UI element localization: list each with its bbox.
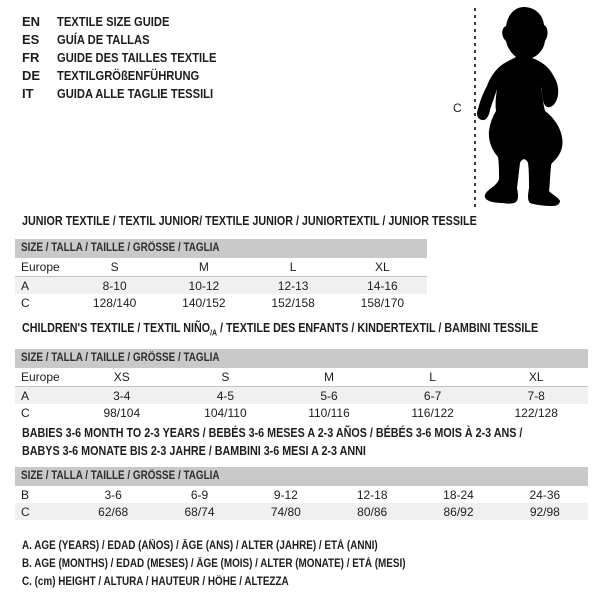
row-label: Europe xyxy=(21,260,60,274)
row-label: Europe xyxy=(21,370,60,384)
age-cell: 14-16 xyxy=(367,278,398,293)
language-title: TEXTILGRÖßENFÜHRUNG xyxy=(57,68,200,83)
note-age-months xyxy=(22,555,468,573)
language-code: IT xyxy=(22,86,34,101)
size-header-band xyxy=(15,467,588,486)
age-cell: 3-6 xyxy=(104,487,122,502)
children-heading xyxy=(22,319,600,343)
age-cell: 6-9 xyxy=(190,487,209,502)
size-cell: L xyxy=(429,370,436,384)
row-label: C xyxy=(21,504,30,519)
age-cell: 12-13 xyxy=(277,278,309,293)
row-label: A xyxy=(21,388,30,403)
legend-notes xyxy=(22,537,468,591)
height-cell: 80/86 xyxy=(357,504,388,519)
language-code: FR xyxy=(22,50,40,65)
size-cell: S xyxy=(221,370,230,384)
height-cell: 92/98 xyxy=(529,504,560,519)
height-cell: 158/170 xyxy=(360,295,405,310)
language-title: GUÍA DE TALLAS xyxy=(57,32,150,47)
row-label: C xyxy=(21,405,30,420)
language-row xyxy=(22,85,242,103)
height-cell: 104/110 xyxy=(204,405,247,420)
children-size-table xyxy=(15,349,588,421)
table-row xyxy=(15,258,427,277)
size-cell: M xyxy=(198,260,209,274)
language-row xyxy=(22,67,242,85)
note-text: A. AGE (YEARS) / EDAD (AÑOS) / ÂGE (ANS) / ALTER (JAHRE) / ETÀ (ANNI) xyxy=(22,540,378,552)
language-title: GUIDA ALLE TAGLIE TESSILI xyxy=(57,86,214,101)
height-cell: 152/158 xyxy=(271,295,315,310)
toddler-silhouette xyxy=(470,0,600,215)
table-row xyxy=(15,387,588,404)
language-row xyxy=(22,49,242,67)
height-cell: 128/140 xyxy=(92,295,137,310)
height-measure-label: C xyxy=(453,101,462,115)
babies-size-table xyxy=(15,467,588,520)
size-header-text: SIZE / TALLA / TAILLE / GRÖSSE / TAGLIA xyxy=(21,242,220,254)
babies-heading-line1: BABIES 3-6 MONTH TO 2-3 YEARS / BEBÉS 3-6 MESES A 2-3 AÑOS / BÉBÉS 3-6 MOIS À 2-3 ANS / xyxy=(22,426,523,440)
age-cell: 4-5 xyxy=(216,388,235,403)
age-cell: 6-7 xyxy=(423,388,442,403)
language-code: EN xyxy=(22,14,41,29)
row-label: B xyxy=(21,487,30,502)
children-heading-post: / TEXTILE DES ENFANTS / KINDERTEXTIL / BAMBINI TESSILE xyxy=(216,321,539,335)
size-cell: L xyxy=(289,260,297,274)
language-row xyxy=(22,13,242,31)
age-cell: 10-12 xyxy=(188,278,220,293)
language-code: ES xyxy=(22,32,40,47)
height-cell: 68/74 xyxy=(184,504,215,519)
junior-heading-text: JUNIOR TEXTILE / TEXTIL JUNIOR/ TEXTILE JUNIOR / JUNIORTEXTIL / JUNIOR TESSILE xyxy=(22,214,477,228)
height-cell: 62/68 xyxy=(98,504,129,519)
table-row xyxy=(15,486,588,503)
height-cell: 110/116 xyxy=(308,405,350,420)
language-code: DE xyxy=(22,68,41,83)
height-cell: 122/128 xyxy=(514,405,558,420)
age-cell: 8-10 xyxy=(102,278,127,293)
note-age-years xyxy=(22,537,468,555)
language-title-list xyxy=(22,13,242,103)
table-row xyxy=(15,404,588,421)
height-cell: 98/104 xyxy=(103,405,141,420)
age-cell: 5-6 xyxy=(320,388,338,403)
table-row xyxy=(15,277,427,294)
size-cell: S xyxy=(110,260,119,274)
children-heading-sub: /A xyxy=(210,328,217,338)
age-cell: 3-4 xyxy=(113,388,131,403)
row-label: A xyxy=(21,278,30,293)
language-title: GUIDE DES TAILLES TEXTILE xyxy=(57,50,217,65)
table-row xyxy=(15,368,588,387)
age-cell: 18-24 xyxy=(443,487,474,502)
junior-heading xyxy=(22,212,551,230)
note-text: C. (cm) HEIGHT / ALTURA / HAUTEUR / HÖHE / ALTEZZA xyxy=(22,576,289,588)
height-cell: 86/92 xyxy=(443,504,474,519)
babies-heading xyxy=(22,424,600,460)
size-cell: M xyxy=(323,370,334,384)
size-cell: XS xyxy=(113,370,130,384)
height-cell: 74/80 xyxy=(270,504,301,519)
note-height-cm xyxy=(22,573,468,591)
language-title: TEXTILE SIZE GUIDE xyxy=(57,14,170,29)
height-cell: 116/122 xyxy=(411,405,454,420)
age-cell: 12-18 xyxy=(356,487,388,502)
height-cell: 140/152 xyxy=(182,295,226,310)
table-row xyxy=(15,294,427,311)
age-cell: 7-8 xyxy=(527,388,545,403)
size-header-text: SIZE / TALLA / TAILLE / GRÖSSE / TAGLIA xyxy=(21,470,220,482)
age-cell: 24-36 xyxy=(529,487,561,502)
babies-heading-line2: BABYS 3-6 MONATE BIS 2-3 JAHRE / BAMBINI 3-6 MESI A 2-3 ANNI xyxy=(22,444,366,458)
size-cell: XL xyxy=(375,260,390,274)
age-cell: 9-12 xyxy=(273,487,298,502)
language-row xyxy=(22,31,242,49)
note-text: B. AGE (MONTHS) / EDAD (MESES) / ÂGE (MOIS) / ALTER (MONATE) / ETÀ (MESI) xyxy=(22,558,406,570)
junior-size-table xyxy=(15,239,427,311)
size-cell: XL xyxy=(528,370,544,384)
children-heading-text xyxy=(22,319,538,343)
row-label: C xyxy=(21,295,30,310)
size-header-band xyxy=(15,349,588,368)
children-heading-pre: CHILDREN'S TEXTILE / TEXTIL NIÑO xyxy=(22,321,211,335)
size-header-text: SIZE / TALLA / TAILLE / GRÖSSE / TAGLIA xyxy=(21,352,220,364)
table-row xyxy=(15,503,588,520)
size-header-band xyxy=(15,239,427,258)
